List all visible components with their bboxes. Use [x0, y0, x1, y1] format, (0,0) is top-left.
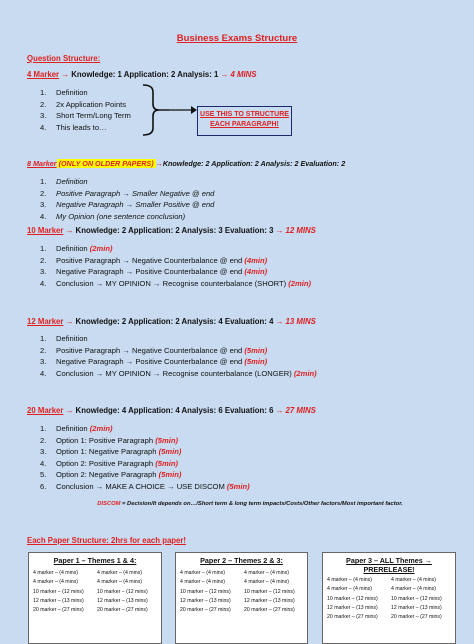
four-marker-label: 4 Marker: [27, 70, 60, 79]
page-title: Business Exams Structure: [176, 33, 298, 44]
twelve-marker-label: 12 Marker: [27, 317, 64, 326]
arrow-icon: →: [65, 317, 74, 326]
ten-marker-list: [40, 244, 311, 290]
list-item: 4. My Opinion (one sentence conclusion): [40, 211, 186, 221]
list-item: 4. Option 2: Positive Paragraph (5min): [40, 458, 178, 468]
twelve-marker-list: [40, 334, 317, 380]
list-item: 1. Definition (2min): [40, 244, 113, 253]
connector-arrow-icon: [159, 106, 197, 116]
paper-2-box: Paper 2 – Themes 2 & 3: 4 marker – (4 mins) 4 marker – (4 mins) 10 marker – (12 mins) 12 marker – (13 mins) 20 marker – (27 mins) 4 marker – (4 mins) 4 marker – (4 mins) 10 marker – (12 mins) 12 marker – (13 mins) 20 marker – (27 mins): [175, 552, 308, 644]
paper-1-box: Paper 1 – Themes 1 & 4: 4 marker – (4 mins) 4 marker – (4 mins) 10 marker – (12 mins) 12 marker – (13 mins) 20 marker – (27 mins) 4 marker – (4 mins) 4 marker – (4 mins) 10 marker – (12 mins) 12 marker – (13 mins) 20 marker – (27 mins): [28, 552, 162, 644]
arrow-icon: →: [65, 406, 74, 415]
twenty-marker-heading: 20 Marker → Knowledge: 4 Application: 4 Analysis: 6 Evaluation: 6 → 27 MINS: [27, 406, 316, 415]
twenty-marker-label: 20 Marker: [27, 406, 64, 415]
structure-callout: USE THIS TO STRUCTURE EACH PARAGRAPH!: [197, 106, 292, 136]
arrow-icon: →: [275, 317, 284, 326]
list-item: 3. Negative Paragraph → Positive Counterbalance @ end (4min): [40, 267, 268, 277]
list-item: 1. Definition: [40, 177, 88, 186]
list-item: 4. This leads to…: [40, 122, 107, 132]
list-item: 2. Option 1: Positive Paragraph (5min): [40, 435, 178, 445]
eight-marker-list: [40, 177, 214, 223]
four-marker-list: [40, 88, 131, 134]
arrow-icon: →: [155, 159, 163, 168]
ten-marker-label: 10 Marker: [27, 226, 64, 235]
list-item: 1. Definition (2min): [40, 424, 113, 433]
list-item: 3. Negative Paragraph → Smaller Positive @ end: [40, 200, 215, 210]
list-item: 6. Conclusion → MAKE A CHOICE → USE DISCOM (5min): [40, 481, 250, 491]
paper-title: Paper 1 – Themes 1 & 4:: [53, 556, 137, 565]
ten-marker-heading: 10 Marker → Knowledge: 2 Application: 2 Analysis: 3 Evaluation: 3 → 12 MINS: [27, 226, 316, 235]
papers-heading: Each Paper Structure: 2hrs for each paper!: [27, 536, 187, 545]
arrow-icon: →: [220, 70, 229, 79]
paper-title: Paper 2 – Themes 2 & 3:: [200, 556, 283, 565]
paper-3-box: Paper 3 – ALL Themes → PRERELEASE! 4 marker – (4 mins) 4 marker – (4 mins) 10 marker – (12 mins) 12 marker – (13 mins) 20 marker – (27 mins) 4 marker – (4 mins) 4 marker – (4 mins) 10 marker – (12 mins) 12 marker – (13 mins) 20 marker – (27 mins): [322, 552, 456, 644]
twenty-marker-list: [40, 424, 250, 494]
discom-note: DISCOM = Decision/It depends on…/Short term & long term impacts/Costs/Other factors/Most important factor.: [97, 501, 403, 507]
list-item: 1. Definition: [40, 334, 88, 343]
older-papers-note: (ONLY ON OLDER PAPERS): [56, 159, 156, 168]
arrow-icon: →: [65, 226, 74, 235]
list-item: 4. Conclusion → MY OPINION → Recognise counterbalance (LONGER) (2min): [40, 368, 317, 378]
list-item: 3. Short Term/Long Term: [40, 111, 131, 121]
list-item: 2. Positive Paragraph → Negative Counterbalance @ end (5min): [40, 345, 268, 355]
twelve-marker-heading: 12 Marker → Knowledge: 2 Application: 2 Analysis: 4 Evaluation: 4 → 13 MINS: [27, 317, 316, 326]
list-item: 4. Conclusion → MY OPINION → Recognise counterbalance (SHORT) (2min): [40, 278, 312, 288]
list-item: 5. Option 2: Negative Paragraph (5min): [40, 470, 182, 480]
eight-marker-heading: 8 Marker (ONLY ON OLDER PAPERS) →Knowledge: 2 Application: 2 Analysis: 2 Evaluation: 2: [27, 159, 346, 168]
four-marker-heading: 4 Marker → Knowledge: 1 Application: 2 Analysis: 1 → 4 MINS: [27, 70, 257, 79]
list-item: 3. Option 1: Negative Paragraph (5min): [40, 447, 182, 457]
arrow-icon: →: [275, 406, 284, 415]
list-item: 2. 2x Application Points: [40, 99, 127, 109]
arrow-icon: →: [61, 70, 70, 79]
list-item: 1. Definition: [40, 88, 88, 97]
list-item: 2. Positive Paragraph → Smaller Negative @ end: [40, 188, 215, 198]
arrow-icon: →: [275, 226, 284, 235]
eight-marker-label: 8 Marker: [27, 159, 57, 168]
list-item: 3. Negative Paragraph → Positive Counterbalance @ end (5min): [40, 357, 268, 367]
question-structure-heading: Question Structure:: [27, 54, 101, 63]
list-item: 2. Positive Paragraph → Negative Counterbalance @ end (4min): [40, 255, 268, 265]
paper-title: Paper 3 – ALL Themes → PRERELEASE!: [346, 556, 432, 574]
